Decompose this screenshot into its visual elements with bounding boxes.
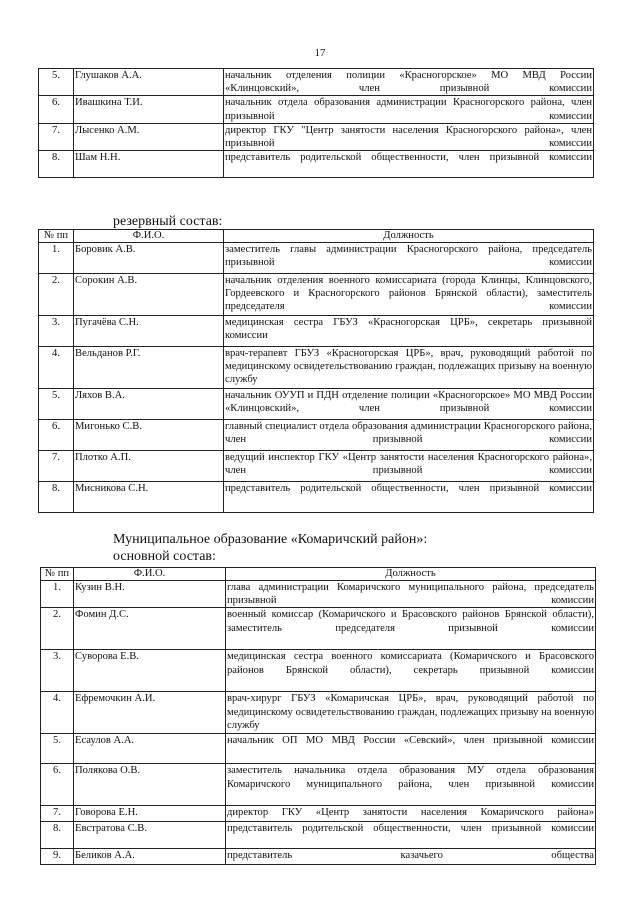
person-name: Ляхов В.А. (74, 389, 224, 420)
header-number: № пп (39, 230, 74, 243)
position-text: заместитель главы администрации Красногорского района, председатель призывной комиссии (224, 243, 594, 274)
person-name: Мисникова С.Н. (74, 482, 224, 513)
position-text: заместитель начальника отдела образования МУ отдела образования Комаричского муниципального района, член призывной комиссии (226, 764, 596, 806)
position-text: главный специалист отдела образования администрации Красногорского района, член призывной комиссии (224, 420, 594, 451)
committee-table-krasnogorsk-main-continued (38, 68, 594, 178)
header-number: № пп (41, 568, 74, 581)
row-number: 6. (39, 420, 74, 451)
person-name: Сорокин А.В. (74, 274, 224, 316)
municipality-caption: Муниципальное образование «Комаричский район»: (113, 532, 428, 547)
person-name: Беликов А.А. (74, 849, 226, 865)
reserve-composition-caption: резервный состав: (113, 214, 223, 229)
table-row (41, 806, 596, 822)
table-row (39, 151, 594, 178)
table-row (41, 608, 596, 650)
row-number: 7. (39, 451, 74, 482)
person-name: Суворова Е.В. (74, 650, 226, 692)
person-name: Есаулов А.А. (74, 734, 226, 764)
position-text: представитель родительской общественности, член призывной комиссии (226, 822, 596, 849)
row-number: 1. (39, 243, 74, 274)
person-name: Говорова Е.Н. (74, 806, 226, 822)
person-name: Шам Н.Н. (74, 151, 224, 178)
header-full-name: Ф.И.О. (74, 568, 226, 581)
position-text: директор ГКУ "Центр занятости населения Красногорского района», член призывной комиссии (225, 124, 592, 150)
person-name: Ивашкина Т.И. (74, 96, 224, 123)
table-row (39, 316, 594, 347)
position-text: медицинская сестра военного комиссариата (Комаричского и Брасовского районов Брянской области), секретарь призывной комиссии (226, 650, 596, 692)
position-text: врач-терапевт ГБУЗ «Красногорская ЦРБ», врач, руководящий работой по медицинскому освидетельствованию граждан, подлежащих призыву на военную службу (224, 347, 594, 389)
person-name: Ефремочкин А.И. (74, 692, 226, 734)
row-number: 5. (41, 734, 74, 764)
position-text: начальник ОП МО МВД России «Севский», член призывной комиссии (226, 734, 596, 764)
person-name: Пугачёва С.Н. (74, 316, 224, 347)
person-name: Евстратова С.В. (74, 822, 226, 849)
position-text: начальник отделения военного комиссариата (города Клинцы, Клинцовского, Гордеевского и Красногорского районов Брянской области), заместитель председателя комиссии (224, 274, 594, 316)
table-row (39, 451, 594, 482)
table-row (39, 123, 594, 150)
person-name: Кузин В.Н. (74, 581, 226, 608)
row-number: 6. (39, 96, 74, 123)
row-number: 8. (41, 822, 74, 849)
table-row (41, 849, 596, 865)
position-text: представитель родительской общественности, член призывной комиссии (224, 482, 594, 513)
row-number: 4. (41, 692, 74, 734)
row-number: 9. (41, 849, 74, 865)
position-text: военный комиссар (Комаричского и Брасовского районов Брянской области), заместитель председателя призывной комиссии (226, 608, 596, 650)
table-row (39, 96, 594, 123)
table-row (39, 420, 594, 451)
position-text: представитель казачьего общества (226, 849, 596, 865)
person-name: Мигонько С.В. (74, 420, 224, 451)
row-number: 2. (41, 608, 74, 650)
table-row (39, 274, 594, 316)
person-name: Лысенко А.М. (74, 123, 224, 150)
table-row (39, 243, 594, 274)
person-name: Глушаков А.А. (74, 69, 224, 96)
position-text: начальник ОУУП и ПДН отделение полиции «Красногорское» МО МВД России «Клинцовский», член призывной комиссии (224, 389, 594, 420)
main-composition-caption: основной состав: (113, 549, 216, 564)
committee-table-krasnogorsk-reserve (38, 229, 594, 513)
row-number: 3. (41, 650, 74, 692)
person-name: Полякова О.В. (74, 764, 226, 806)
committee-table-komarichsky-main (40, 567, 596, 865)
position-text: глава администрации Комаричского муниципального района, председатель призывной комиссии (227, 582, 594, 607)
row-number: 7. (41, 806, 74, 822)
person-name: Плотко А.П. (74, 451, 224, 482)
page-number: 17 (314, 47, 326, 59)
row-number: 8. (39, 482, 74, 513)
row-number: 4. (39, 347, 74, 389)
header-position: Должность (224, 230, 594, 243)
header-position: Должность (226, 568, 596, 581)
position-text: начальник отдела образования администрации Красногорского района, член призывной комиссии (225, 97, 592, 122)
row-number: 6. (41, 764, 74, 806)
row-number: 2. (39, 274, 74, 316)
table-row (39, 69, 594, 96)
position-text: директор ГКУ «Центр занятости населения Комаричского района» (226, 806, 596, 822)
position-text: ведущий инспектор ГКУ «Центр занятости населения Красногорского района», член призывной комиссии (224, 451, 594, 482)
position-text: медицинская сестра ГБУЗ «Красногорская ЦРБ», секретарь призывной комиссии (224, 316, 594, 347)
table-row (41, 581, 596, 608)
row-number: 3. (39, 316, 74, 347)
position-text: врач-хирург ГБУЗ «Комаричская ЦРБ», врач, руководящий работой по медицинскому освидетельствованию граждан, подлежащих призыву на военную службу (226, 692, 596, 734)
person-name: Фомин Д.С. (74, 608, 226, 650)
row-number: 7. (39, 123, 74, 150)
table-row (39, 482, 594, 513)
row-number: 1. (41, 581, 74, 608)
table-row (39, 389, 594, 420)
person-name: Боровик А.В. (74, 243, 224, 274)
row-number: 5. (39, 389, 74, 420)
position-text: начальник отделения полиции «Красногорское» МО МВД России «Клинцовский», член призывной комиссии (225, 70, 592, 95)
table-row (39, 347, 594, 389)
table-row (41, 822, 596, 849)
row-number: 8. (39, 151, 74, 178)
position-text: представитель родительской общественности, член призывной комиссии (224, 151, 594, 178)
table-row (41, 734, 596, 764)
header-full-name: Ф.И.О. (74, 230, 224, 243)
table-row (41, 692, 596, 734)
table-row (41, 764, 596, 806)
person-name: Вельданов Р.Г. (74, 347, 224, 389)
table-row (41, 650, 596, 692)
row-number: 5. (39, 69, 74, 96)
